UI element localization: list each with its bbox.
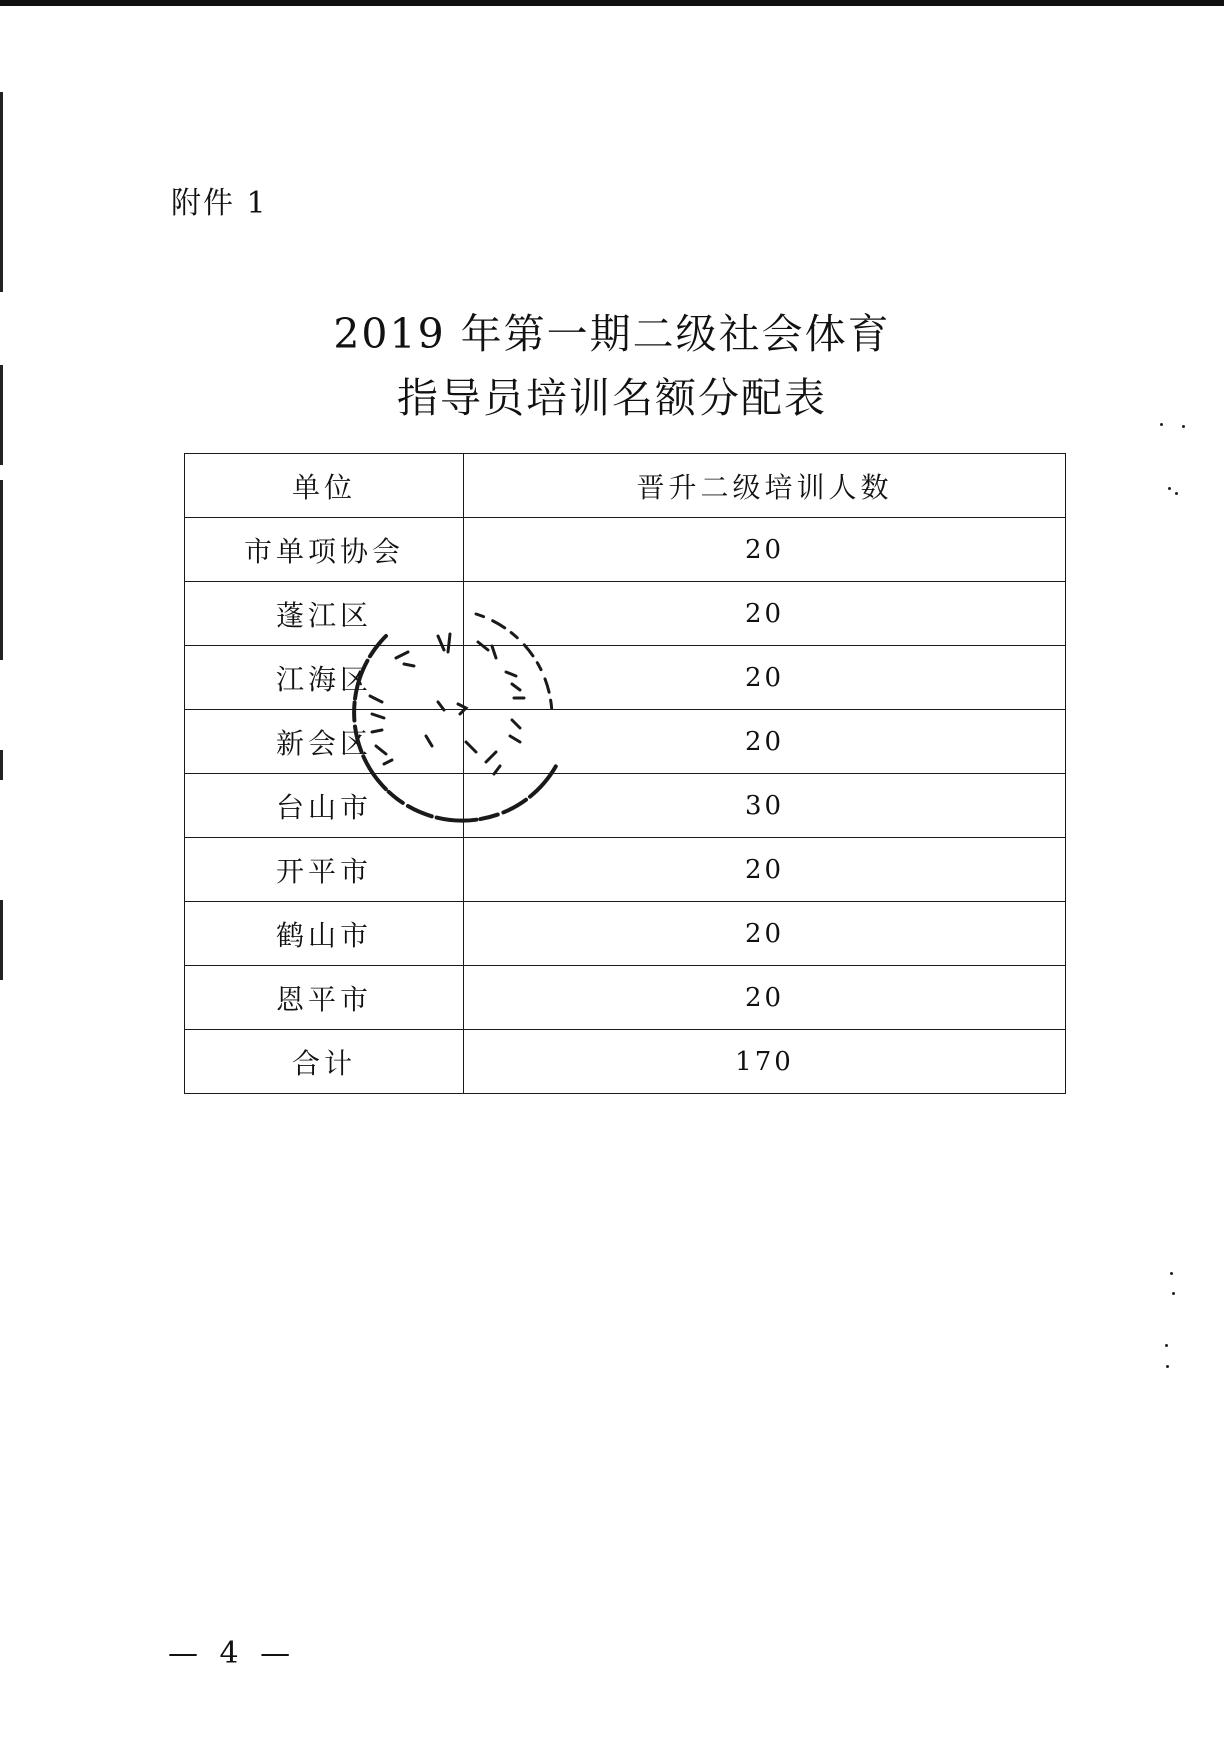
- cell-unit: 鹤山市: [185, 902, 464, 966]
- cell-count: 20: [464, 710, 1066, 774]
- table-row: [185, 518, 1066, 582]
- table-total-row: [185, 1030, 1066, 1094]
- cell-unit: 江海区: [185, 646, 464, 710]
- attachment-label: 附件 1: [171, 186, 268, 221]
- table-row: [185, 646, 1066, 710]
- scan-speck: [1168, 487, 1171, 490]
- cell-unit: 开平市: [185, 838, 464, 902]
- cell-unit: 市单项协会: [185, 518, 464, 582]
- cell-unit: 蓬江区: [185, 582, 464, 646]
- title-line-2: 指导员培训名额分配表: [397, 374, 827, 422]
- table-row: [185, 710, 1066, 774]
- document-title: [0, 302, 1224, 430]
- table-row: [185, 774, 1066, 838]
- cell-count: 20: [464, 838, 1066, 902]
- table-row: [185, 966, 1066, 1030]
- table-row: [185, 838, 1066, 902]
- scan-speck: [1170, 1272, 1173, 1275]
- header-count: 晋升二级培训人数: [464, 454, 1066, 518]
- scan-margin-mark: [0, 750, 3, 780]
- cell-count: 20: [464, 646, 1066, 710]
- scan-margin-mark: [0, 480, 3, 660]
- page-number: — 4 —: [168, 1636, 297, 1671]
- table-row: [185, 902, 1066, 966]
- scan-margin-mark: [0, 900, 3, 980]
- cell-total-label: 合计: [185, 1030, 464, 1094]
- scan-top-edge: [0, 0, 1224, 6]
- cell-count: 20: [464, 966, 1066, 1030]
- header-unit: 单位: [185, 454, 464, 518]
- quota-table: [184, 453, 1066, 1094]
- table-row: [185, 582, 1066, 646]
- cell-unit: 新会区: [185, 710, 464, 774]
- cell-unit: 恩平市: [185, 966, 464, 1030]
- scan-speck: [1166, 1365, 1169, 1368]
- cell-count: 30: [464, 774, 1066, 838]
- cell-count: 20: [464, 902, 1066, 966]
- cell-count: 20: [464, 582, 1066, 646]
- table-header-row: [185, 454, 1066, 518]
- scan-speck: [1165, 1344, 1168, 1347]
- cell-count: 20: [464, 518, 1066, 582]
- title-line-1: 2019 年第一期二级社会体育: [333, 310, 891, 358]
- scan-speck: [1172, 1292, 1175, 1295]
- cell-total-count: 170: [464, 1030, 1066, 1094]
- scan-speck: [1175, 492, 1178, 495]
- scan-margin-mark: [0, 92, 3, 292]
- cell-unit: 台山市: [185, 774, 464, 838]
